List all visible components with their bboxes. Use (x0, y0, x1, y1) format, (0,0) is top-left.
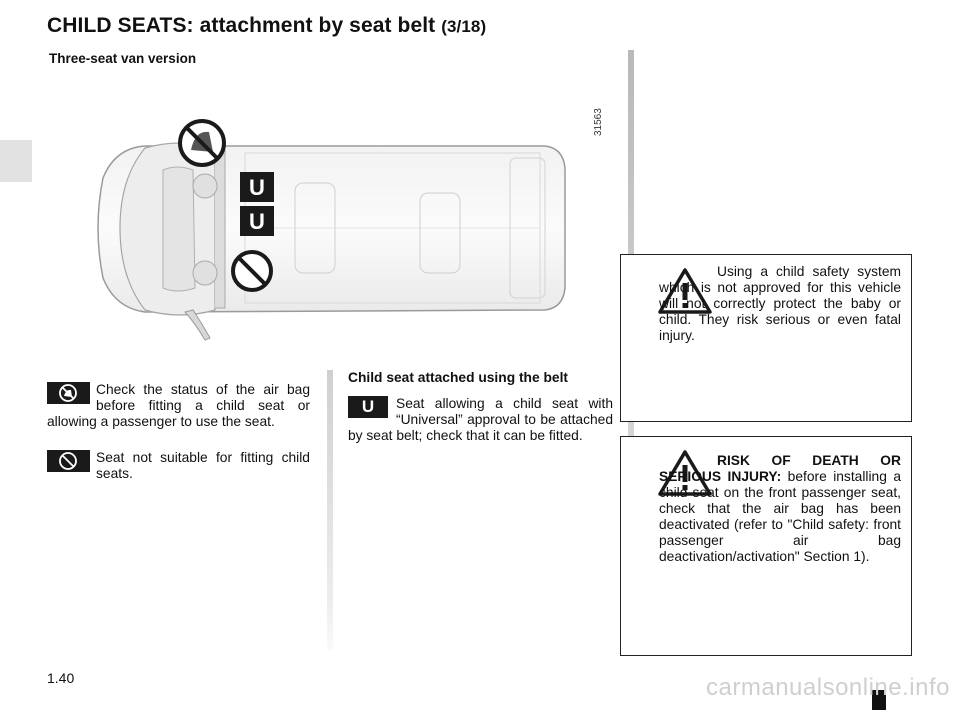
warning-text-2: RISK OF DEATH OR SERIOUS INJURY: before installing a child seat on the front passenger seat, check that the air bag has been deactivated (refer to "Child safety: front passenger air bag deactivation/activation" Section 1). (659, 453, 901, 564)
section-tab (0, 140, 32, 182)
title-text: CHILD SEATS: attachment by seat belt (47, 14, 436, 37)
warning-box-airbag-risk (620, 436, 912, 656)
universal-seat-badge-2 (240, 206, 274, 236)
not-suitable-paragraph: Seat not suitable for fitting child seats. (47, 450, 310, 482)
page-subtitle: Three-seat van version (49, 51, 197, 66)
airbag-prohibition-marker (180, 121, 224, 165)
svg-text:U: U (249, 209, 265, 234)
warning-box-unapproved-system (620, 254, 912, 422)
column-divider-middle (327, 370, 333, 650)
airbag-deactivation-icon (47, 382, 90, 404)
svg-text:U: U (249, 175, 265, 200)
belt-attached-heading: Child seat attached using the belt (348, 370, 569, 385)
watermark: carmanualsonline.info (706, 674, 950, 701)
universal-u-icon: U (348, 396, 388, 418)
van-top-view-illustration (85, 108, 575, 348)
warning-text-1: Using a child safety system which is not approved for this vehicle will not correctly protect the baby or child. They risk serious or even fatal injury. (659, 264, 901, 343)
page-title (47, 14, 486, 38)
airbag-check-paragraph: Check the status of the air bag before fitting a child seat or allowing a passenger to use the seat. (47, 382, 310, 429)
figure-reference-number: 31563 (593, 108, 604, 136)
not-suitable-seat-marker (233, 252, 271, 290)
page-number: 1.40 (47, 670, 75, 686)
universal-seat-badge-1 (240, 172, 274, 202)
title-page-count: (3/18) (441, 17, 487, 36)
universal-seat-paragraph: U Seat allowing a child seat with “Universal” approval to be attached by seat belt; check that it can be fitted. (348, 396, 613, 443)
prohibition-icon (47, 450, 90, 472)
